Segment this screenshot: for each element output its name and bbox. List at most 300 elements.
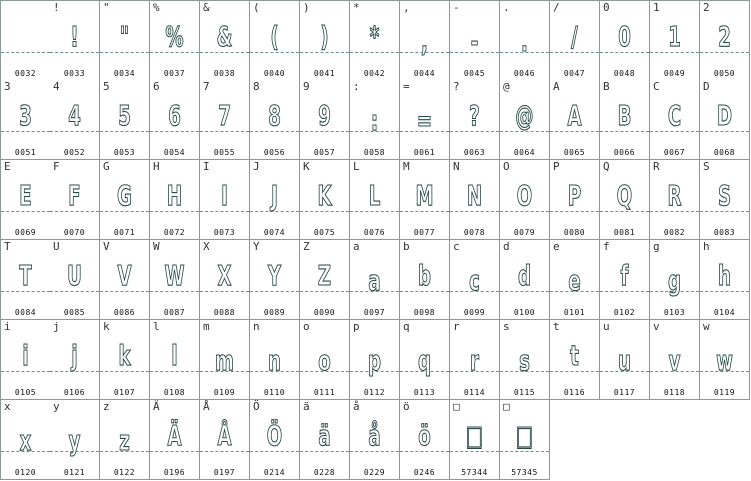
glyph-sample: å [368,419,381,452]
glyph-sample: A [567,99,582,132]
glyph-sample: 6 [168,99,181,132]
glyph-code-label: 0052 [63,148,86,157]
glyph-char-label: 3 [4,80,11,93]
glyph-code-label: 0088 [213,308,236,317]
glyph-sample: h [718,259,731,292]
glyph-code-label: 0051 [14,148,37,157]
glyph-char-label: , [403,1,410,14]
glyph-sample: K [317,179,332,212]
glyph-char-label: * [353,1,360,14]
glyph-cell [400,240,450,320]
glyph-char-label: Q [603,160,610,173]
glyph-code-label: 0055 [213,148,236,157]
glyph-code-label: 0034 [113,69,136,78]
glyph-char-label: Z [303,240,310,253]
glyph-cell [550,160,600,240]
glyph-sample: r [470,344,479,377]
glyph-cell [350,240,400,320]
glyph-code-label: 0074 [263,228,286,237]
glyph-sample: F [68,179,81,212]
glyph-code-label: 0041 [313,69,336,78]
glyph-cell [700,240,750,320]
glyph-code-label: 0102 [613,308,636,317]
glyph-char-label: 5 [103,80,110,93]
glyph-sample: ! [70,20,79,53]
glyph-code-label: 0106 [63,388,86,397]
glyph-char-label: 8 [253,80,260,93]
glyph-cell [150,160,200,240]
glyph-sample: p [367,344,381,377]
glyph-char-label: X [203,240,210,253]
glyph-cell [50,320,100,400]
glyph-code-label: 0214 [263,468,286,477]
glyph-char-label: E [4,160,11,173]
glyph-code-label: 0109 [213,388,236,397]
glyph-cell [450,160,500,240]
glyph-code-label: 0196 [163,468,186,477]
glyph-sample: S [717,179,732,212]
glyph-cell [700,80,750,160]
glyph-cell [0,400,51,480]
glyph-char-label: ä [303,400,310,413]
glyph-sample: Ö [266,419,283,452]
glyph-cell [200,320,250,400]
glyph-char-label: j [53,320,60,333]
glyph-char-label: o [303,320,310,333]
glyph-cell [250,240,300,320]
glyph-cell [700,160,750,240]
glyph-char-label: Y [253,240,260,253]
glyph-sample: 9 [318,99,331,132]
glyph-char-label: r [453,320,460,333]
glyph-cell [100,240,150,320]
glyph-char-label: v [653,320,660,333]
glyph-code-label: 0122 [113,468,136,477]
glyph-code-label: 0061 [413,148,436,157]
glyph-code-label: 0086 [113,308,136,317]
glyph-code-label: 0113 [413,388,436,397]
glyph-cell [650,80,700,160]
glyph-sample: a [368,264,381,297]
glyph-cell [200,160,250,240]
glyph-code-label: 0075 [313,228,336,237]
glyph-cell [250,80,300,160]
glyph-code-label: 0108 [163,388,186,397]
glyph-code-label: 0097 [363,308,386,317]
glyph-cell [400,320,450,400]
glyph-code-label: 0073 [213,228,236,237]
glyph-code-label: 0065 [563,148,586,157]
glyph-char-label: 9 [303,80,310,93]
glyph-sample: J [271,179,278,212]
glyph-cell [550,0,600,81]
glyph-char-label: t [553,320,560,333]
glyph-sample: d [517,259,531,292]
glyph-cell [350,80,400,160]
glyph-char-label: U [53,240,60,253]
glyph-cell [100,320,150,400]
glyph-code-label: 0116 [563,388,586,397]
glyph-char-label: u [603,320,610,333]
glyph-cell [150,240,200,320]
glyph-sample: □ [515,419,534,452]
glyph-sample: q [417,344,431,377]
glyph-cell [550,80,600,160]
glyph-cell [450,320,500,400]
glyph-code-label: 0057 [313,148,336,157]
glyph-sample: ä [318,419,331,452]
glyph-char-label: O [503,160,510,173]
glyph-cell [650,0,700,81]
glyph-code-label: 0090 [313,308,336,317]
glyph-cell [600,320,650,400]
glyph-char-label: " [103,1,110,14]
glyph-cell [50,400,100,480]
glyph-cell [50,80,100,160]
glyph-code-label: 0050 [713,69,736,78]
glyph-cell [300,400,350,480]
glyph-sample: = [416,104,433,137]
glyph-sample: w [716,344,733,377]
glyph-char-label: / [553,1,560,14]
glyph-cell [350,0,400,81]
glyph-code-label: 0101 [563,308,586,317]
glyph-char-label: d [503,240,510,253]
glyph-code-label: 0083 [713,228,736,237]
glyph-code-label: 0047 [563,69,586,78]
glyph-sample: R [667,179,682,212]
glyph-sample: g [667,264,681,297]
glyph-cell [200,80,250,160]
glyph-cell [150,0,200,81]
glyph-char-label: z [103,400,110,413]
glyph-code-label: 0085 [63,308,86,317]
glyph-sample: U [67,259,82,292]
glyph-code-label: 0099 [463,308,486,317]
glyph-sample: D [716,99,733,132]
glyph-char-label: ) [303,1,310,14]
glyph-char-label: B [603,80,610,93]
glyph-sample: k [118,339,131,372]
glyph-char-label: K [303,160,310,173]
glyph-sample: & [216,20,233,53]
glyph-code-label: 0046 [513,69,536,78]
glyph-cell [450,240,500,320]
glyph-sample: V [117,259,132,292]
glyph-sample: u [618,344,631,377]
glyph-sample: 5 [118,99,131,132]
glyph-code-label: 0049 [663,69,686,78]
glyph-cell [500,80,550,160]
glyph-char-label: s [503,320,510,333]
glyph-char-label: @ [503,80,510,93]
glyph-sample: L [368,179,381,212]
glyph-code-label: 0066 [613,148,636,157]
glyph-cell [0,160,51,240]
glyph-sample: X [217,259,232,292]
glyph-char-label: : [353,80,360,93]
glyph-char-label: Å [203,400,210,413]
glyph-sample: E [19,179,32,212]
glyph-char-label: k [103,320,110,333]
glyph-char-label: C [653,80,660,93]
glyph-sample: O [516,179,533,212]
glyph-cell [350,320,400,400]
glyph-char-label: F [53,160,60,173]
glyph-char-label: ? [453,80,460,93]
glyph-code-label: 0070 [63,228,86,237]
glyph-char-label: å [353,400,360,413]
glyph-cell [400,400,450,480]
glyph-sample: ö [418,419,431,452]
glyph-char-label: l [153,320,160,333]
glyph-code-label: 0069 [14,228,37,237]
glyph-char-label: 4 [53,80,60,93]
glyph-char-label: G [103,160,110,173]
glyph-code-label: 0071 [113,228,136,237]
glyph-sample: 7 [218,99,231,132]
glyph-code-label: 0076 [363,228,386,237]
glyph-code-label: 0053 [113,148,136,157]
glyph-sample: , [421,25,428,58]
glyph-char-label: Ö [253,400,260,413]
glyph-sample: W [164,259,185,292]
glyph-code-label: 0228 [313,468,336,477]
glyph-cell [700,320,750,400]
glyph-code-label: 0107 [113,388,136,397]
glyph-char-label: = [403,80,410,93]
glyph-code-label: 0229 [363,468,386,477]
glyph-char-label: % [153,1,160,14]
glyph-sample: 3 [19,99,32,132]
glyph-code-label: 0042 [363,69,386,78]
glyph-code-label: 0087 [163,308,186,317]
glyph-code-label: 0077 [413,228,436,237]
glyph-sample: y [68,424,81,457]
glyph-char-label: x [4,400,11,413]
glyph-code-label: 57345 [511,468,538,477]
glyph-char-label: 0 [603,1,610,14]
glyph-char-label: f [603,240,610,253]
glyph-cell [0,0,51,81]
glyph-sample: . [521,25,528,58]
glyph-cell [450,80,500,160]
glyph-char-label: e [553,240,560,253]
glyph-code-label: 0111 [313,388,336,397]
glyph-char-label: J [253,160,260,173]
glyph-char-label: b [403,240,410,253]
glyph-char-label: D [703,80,710,93]
glyph-char-label: 2 [703,1,710,14]
glyph-code-label: 0078 [463,228,486,237]
glyph-cell [600,0,650,81]
glyph-sample: 0 [618,20,631,53]
glyph-cell [400,80,450,160]
glyph-cell [300,320,350,400]
glyph-sample: ( [270,20,279,53]
glyph-char-label: Ä [153,400,160,413]
glyph-sample: Å [217,419,232,452]
glyph-code-label: 0081 [613,228,636,237]
glyph-char-label: L [353,160,360,173]
glyph-sample: c [469,264,480,297]
glyph-cell [50,160,100,240]
glyph-char-label: - [453,1,460,14]
glyph-char-label: w [703,320,710,333]
glyph-char-label: p [353,320,360,333]
glyph-sample: @ [515,99,534,132]
glyph-code-label: 0120 [14,468,37,477]
glyph-code-label: 0037 [163,69,186,78]
glyph-sample [8,18,43,56]
glyph-char-label: V [103,240,110,253]
glyph-code-label: 0080 [563,228,586,237]
glyph-cell [500,160,550,240]
glyph-sample: * [369,20,380,53]
glyph-code-label: 0100 [513,308,536,317]
glyph-cell [500,240,550,320]
glyph-sample: b [417,259,431,292]
glyph-char-label: I [203,160,210,173]
glyph-sample: j [71,339,78,372]
glyph-cell [0,320,51,400]
glyph-code-label: 0058 [363,148,386,157]
glyph-cell [200,240,250,320]
glyph-code-label: 0056 [263,148,286,157]
glyph-cell [550,320,600,400]
glyph-cell [550,240,600,320]
glyph-sample: G [117,179,132,212]
glyph-char-label: ö [403,400,410,413]
glyph-sample: Y [267,259,282,292]
glyph-code-label: 0045 [463,69,486,78]
glyph-code-label: 0048 [613,69,636,78]
glyph-sample: I [221,179,228,212]
glyph-cell [50,240,100,320]
glyph-sample: 1 [668,20,681,53]
glyph-cell [300,160,350,240]
glyph-char-label: ! [53,1,60,14]
glyph-char-label: i [4,320,11,333]
glyph-sample: t [570,339,579,372]
glyph-code-label: 0063 [463,148,486,157]
glyph-cell [300,0,350,81]
glyph-cell [250,160,300,240]
glyph-cell [450,400,500,480]
glyph-char-label: h [703,240,710,253]
glyph-cell [150,80,200,160]
glyph-code-label: 0064 [513,148,536,157]
glyph-code-label: 0084 [14,308,37,317]
glyph-code-label: 0117 [613,388,636,397]
glyph-char-label: a [353,240,360,253]
glyph-cell [150,400,200,480]
glyph-sample: x [19,424,32,457]
glyph-cell [250,320,300,400]
glyph-sample: 4 [68,99,81,132]
glyph-sample: T [19,259,32,292]
glyph-char-label: q [403,320,410,333]
glyph-code-label: 0068 [713,148,736,157]
glyph-sample: ) [320,20,329,53]
glyph-sample: e [568,264,581,297]
glyph-sample: M [415,179,434,212]
glyph-cell [650,320,700,400]
glyph-code-label: 0114 [463,388,486,397]
glyph-char-label: y [53,400,60,413]
glyph-code-label: 0044 [413,69,436,78]
glyph-sample: z [119,424,130,457]
glyph-cell [300,80,350,160]
glyph-cell [700,0,750,81]
glyph-sample: l [171,339,178,372]
glyph-char-label: W [153,240,160,253]
glyph-char-label: N [453,160,460,173]
glyph-cell [350,400,400,480]
glyph-sample: - [470,25,479,58]
glyph-sample: n [268,344,281,377]
glyph-cell [100,0,150,81]
glyph-sample: Q [616,179,633,212]
glyph-sample: 2 [718,20,731,53]
glyph-cell [500,320,550,400]
glyph-char-label: S [703,160,710,173]
glyph-char-label: ( [253,1,260,14]
glyph-char-label: & [203,1,210,14]
glyph-cell [650,160,700,240]
glyph-code-label: 0103 [663,308,686,317]
glyph-sample: f [620,259,629,292]
glyph-char-label: A [553,80,560,93]
glyph-code-label: 0089 [263,308,286,317]
glyph-cell [400,0,450,81]
glyph-cell [450,0,500,81]
glyph-sample: " [119,20,130,53]
glyph-cell [600,240,650,320]
glyph-sample: : [370,104,379,137]
glyph-char-label: g [653,240,660,253]
glyph-cell [0,80,51,160]
glyph-cell [650,240,700,320]
glyph-sample: v [668,344,681,377]
glyph-char-label: 1 [653,1,660,14]
glyph-sample: o [318,344,331,377]
glyph-char-label: . [503,1,510,14]
glyph-char-label: n [253,320,260,333]
glyph-cell [100,160,150,240]
glyph-cell [100,400,150,480]
glyph-sample: 8 [268,99,281,132]
glyph-code-label: 0246 [413,468,436,477]
glyph-sample: P [567,179,582,212]
glyph-char-label: m [203,320,210,333]
glyph-cell [0,240,51,320]
glyph-code-label: 0098 [413,308,436,317]
glyph-code-label: 0040 [263,69,286,78]
glyph-code-label: 0079 [513,228,536,237]
glyph-code-label: 0104 [713,308,736,317]
glyph-char-label: H [153,160,160,173]
glyph-code-label: 0054 [163,148,186,157]
glyph-char-label: M [403,160,410,173]
glyph-cell [200,0,250,81]
glyph-code-label: 0119 [713,388,736,397]
glyph-cell [600,80,650,160]
glyph-cell [150,320,200,400]
glyph-sample: i [22,339,29,372]
glyph-code-label: 0033 [63,69,86,78]
glyph-code-label: 0038 [213,69,236,78]
